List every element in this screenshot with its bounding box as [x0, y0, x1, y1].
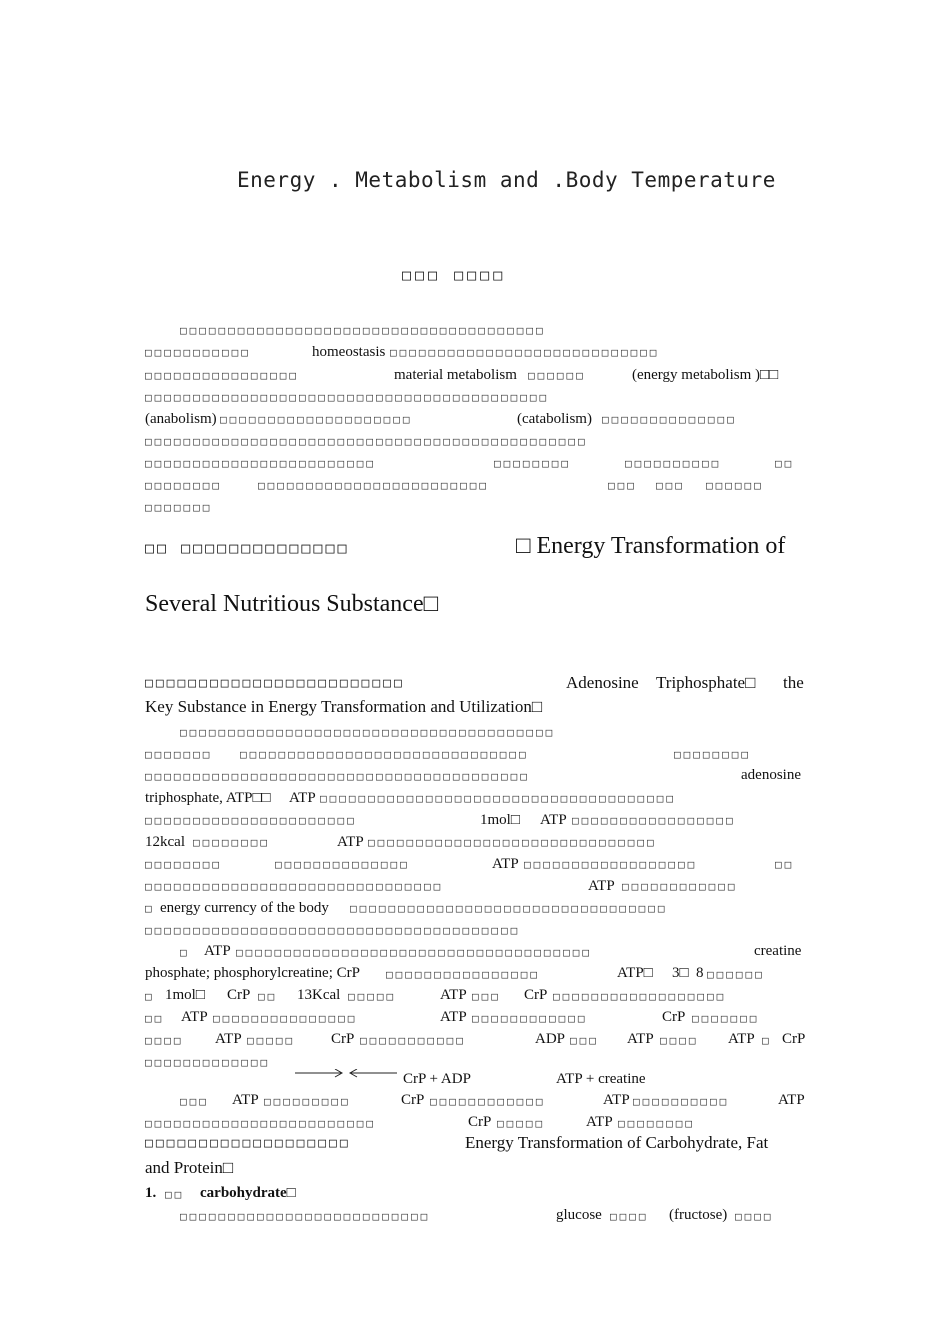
text-line: □□□□□□□□ [674, 748, 751, 761]
document-title: Energy . Metabolism and .Body Temperature [237, 168, 776, 192]
term-crp: CrP [331, 1031, 355, 1047]
subheading-en: carbohydrate□ [200, 1185, 296, 1201]
text-line: □□□□□□□□□□□□□□□□□□□□□□□□□□□□□□□□□□□□□□□ [145, 924, 521, 937]
text-line: □□□□ [145, 1034, 184, 1047]
term-atp: ATP [588, 878, 615, 894]
text-line: □□□□□□□□□□□□□□□□□□□□□□□□□□ [180, 1210, 431, 1223]
text-line: □□□□ [610, 1210, 649, 1223]
subheading-en: Adenosine [566, 673, 639, 692]
text-line: □□□□□□□□□□□□□□□□□□□□□□□□ [258, 479, 489, 492]
text-line: □□ [775, 858, 795, 871]
text-line: □□□□□□□□□□□□□□□□□□□□□□□□□□□□□□□□□ [350, 902, 668, 915]
text-line: □□□□□□□□□□□□□□□□□□□□□□□□□□□□□□□□□□□□□ [236, 946, 593, 959]
text-line: □□□□□□□□□□□□□□□□□□□□□□□□□□□□□□□□□□□□□□□□ [145, 770, 530, 783]
text-line: □□□□□□□□□□□□□□□□□□□□□□□□□□□□□□□□□□□□□□□ [180, 726, 556, 739]
text-line: □□□□□□□□□□□□□□□□□□□□□□□□ [145, 457, 376, 470]
text-line: □□□□ [735, 1210, 774, 1223]
term-atp: ATP [778, 1092, 805, 1108]
text-line: □□□□□□□□ [618, 1117, 695, 1130]
text-line: □□□□□□□□□□□□ [430, 1095, 546, 1108]
equation-right: ATP + creatine [556, 1071, 646, 1087]
text-line: □□□□□□□□□□□ [360, 1034, 466, 1047]
term-atp: ATP□ [617, 965, 653, 981]
text-line: □ [762, 1034, 772, 1047]
term-atp: ATP [728, 1031, 755, 1047]
text-line: □□□□□□□□□□□□□□□□□□□□□□□□□□□□□□□□□□□□□□ [180, 324, 546, 337]
term-atp: ATP [289, 790, 316, 806]
value-3: 3□ [672, 965, 689, 981]
term-anabolism: (anabolism) [145, 411, 217, 427]
section-heading-cn: □□ □□□□□□□□□□□□□□ [145, 539, 350, 557]
text-line: □□□ [656, 479, 685, 492]
text-line: □□□□□□□□□□□□□□ [602, 413, 737, 426]
text-line: □□□□□□□□ [494, 457, 571, 470]
text-line: □□□□□□□□□□ [633, 1095, 730, 1108]
term-energy-currency: energy currency of the body [160, 900, 329, 916]
term-atp: ATP [540, 812, 567, 828]
text-line: □□□□□□□ [145, 501, 213, 514]
text-line: □□□□□□□□□□□□□ [145, 1056, 271, 1069]
text-line: □□□□□□□ [145, 748, 213, 761]
text-line: □□□□□□□□□□□□□□ [275, 858, 410, 871]
term-creatine: creatine [754, 943, 802, 959]
term-crp: CrP [401, 1092, 425, 1108]
value-13kcal: 13Kcal [297, 987, 341, 1003]
text-line: □□□□□□□□□□□□ [622, 880, 738, 893]
term-atp: ATP [440, 987, 467, 1003]
text-line: □□□□□□□□□□□□□□□□□□□□□□ [145, 814, 357, 827]
value-1mol: 1mol□ [480, 812, 520, 828]
text-line: □□□□ [660, 1034, 699, 1047]
text-line: □□□□□□□□□□□□□□□□□□□□□□□□□□□□□□ [240, 748, 529, 761]
text-line: □□□□□□□□ [145, 858, 222, 871]
term-atp: ATP [440, 1009, 467, 1025]
section-heading-en-cont: Several Nutritious Substance□ [145, 591, 439, 617]
subheading-cn: □□□□□□□□□□□□□□□□□□□ [145, 1136, 351, 1151]
text-line: □□□□□□□□□□□□□□□□□□ [553, 990, 727, 1003]
text-line: □□□□□□□□□□□□□□□□ [386, 968, 540, 981]
text-line: □□ [775, 457, 795, 470]
term-atp: ATP [215, 1031, 242, 1047]
reversible-arrow-icon [293, 1069, 401, 1085]
text-line: □□□□□□□□ [193, 836, 270, 849]
text-line: □□□□□□□ [692, 1012, 760, 1025]
term-crp: CrP [468, 1114, 492, 1130]
text-line: □□□□□□□□□□□□□□□□□□□□□□□□□□□□□□□ [145, 880, 444, 893]
term-crp: CrP [782, 1031, 806, 1047]
value-12kcal: 12kcal [145, 834, 185, 850]
text-line: □□□□□□ [707, 968, 765, 981]
term-crp: CrP [524, 987, 548, 1003]
text-line: □ [145, 990, 155, 1003]
text-line: □□□□□□□□□□□□□□□□□□□□□□□□□□□□□□□□□□□□□□□□□□□□□□ [145, 435, 588, 448]
term-atp: ATP [337, 834, 364, 850]
text-line: □□□□□□□□□□□□□□□ [213, 1012, 358, 1025]
text-line: □□□ [472, 990, 501, 1003]
value-8: 8 [696, 965, 704, 981]
text-line: □□□□□□□□□□□□□□□□□□□□□□□□□□□□□□□□□□□□□□□□□□ [145, 391, 550, 404]
text-line: □□□□□□□□□□□□□□□□□□□□□□□□□□□□ [390, 346, 660, 359]
text-line: □□□□□□□□□□□□□□□□□□□□□□□□ [145, 1117, 376, 1130]
term-energy-metabolism: (energy metabolism )□□ [632, 367, 779, 383]
term-fructose: (fructose) [669, 1207, 728, 1223]
term-glucose: glucose [556, 1207, 602, 1223]
text-line: □□□□□□□□□□□□ [472, 1012, 588, 1025]
term-creatine-phosphate: phosphate; phosphorylcreatine; CrP [145, 965, 360, 981]
term-atp-full: triphosphate, ATP□□ [145, 790, 271, 806]
term-material-metabolism: material metabolism [394, 367, 517, 383]
subheading-en: Energy Transformation of Carbohydrate, Fat [465, 1133, 769, 1152]
subheading-en: the [783, 673, 804, 692]
term-crp: CrP [227, 987, 251, 1003]
text-line: □□□□□□□□□□□□□□□□□□□□ [220, 413, 413, 426]
subheading-cn: □□□□□□□□□□□□□□□□□□□□□□□□ [145, 676, 405, 691]
text-line: □□□□□□□□□□□ [145, 346, 251, 359]
term-atp: ATP [181, 1009, 208, 1025]
text-line: □□ [258, 990, 278, 1003]
text-line: □□□□□ [247, 1034, 296, 1047]
text-line: □□□□□□□□□□□□□□□□□□□□□□□□□□□□□□□□□□□□□ [320, 792, 677, 805]
text-line: □□□□□□□□□□□□□□□□□ [572, 814, 736, 827]
text-line: □□□ [570, 1034, 599, 1047]
text-line: □□ [145, 1012, 165, 1025]
text-line: □□□□□□□□□ [264, 1095, 351, 1108]
value-1mol: 1mol□ [165, 987, 205, 1003]
section-heading-en: □ Energy Transformation of [516, 533, 786, 559]
text-line: □□□□□ [348, 990, 397, 1003]
text-line: □□□ [180, 1095, 209, 1108]
term-atp: ATP [603, 1092, 630, 1108]
text-line: □□□□□□□□□□□□□□□□□□□□□□□□□□□□□□ [368, 836, 657, 849]
text-line: □□□□□□□□□□□□□□□□ [145, 369, 299, 382]
text-line: □□□□□□□□ [145, 479, 222, 492]
term-atp: ATP [586, 1114, 613, 1130]
term-homeostasis: homeostasis [312, 344, 386, 360]
subheading-cn: □□ [165, 1188, 185, 1201]
subheading-en: Triphosphate□ [656, 673, 756, 692]
text-line: □□□□□□ [706, 479, 764, 492]
text-line: □□□□□□□□□□□□□□□□□□ [524, 858, 698, 871]
authors: □□□ □□□□ [402, 266, 507, 284]
term-crp: CrP [662, 1009, 686, 1025]
term-catabolism: (catabolism) [517, 411, 592, 427]
text-line: □□□ [608, 479, 637, 492]
equation-left: CrP + ADP [403, 1071, 471, 1087]
term-atp: ATP [232, 1092, 259, 1108]
subheading-en-cont: and Protein□ [145, 1158, 234, 1177]
text-line: □□□□□□ [528, 369, 586, 382]
subheading-en-cont: Key Substance in Energy Transformation and Utilization□ [145, 697, 543, 716]
text-line: □ [145, 902, 155, 915]
section-number: 1. [145, 1185, 157, 1201]
term-atp: ATP [204, 943, 231, 959]
term-atp: ATP [627, 1031, 654, 1047]
text-line: □ [180, 946, 190, 959]
text-line: □□□□□ [497, 1117, 546, 1130]
term-adenosine: adenosine [741, 767, 801, 783]
term-adp: ADP [535, 1031, 566, 1047]
term-atp: ATP [492, 856, 519, 872]
text-line: □□□□□□□□□□ [625, 457, 722, 470]
